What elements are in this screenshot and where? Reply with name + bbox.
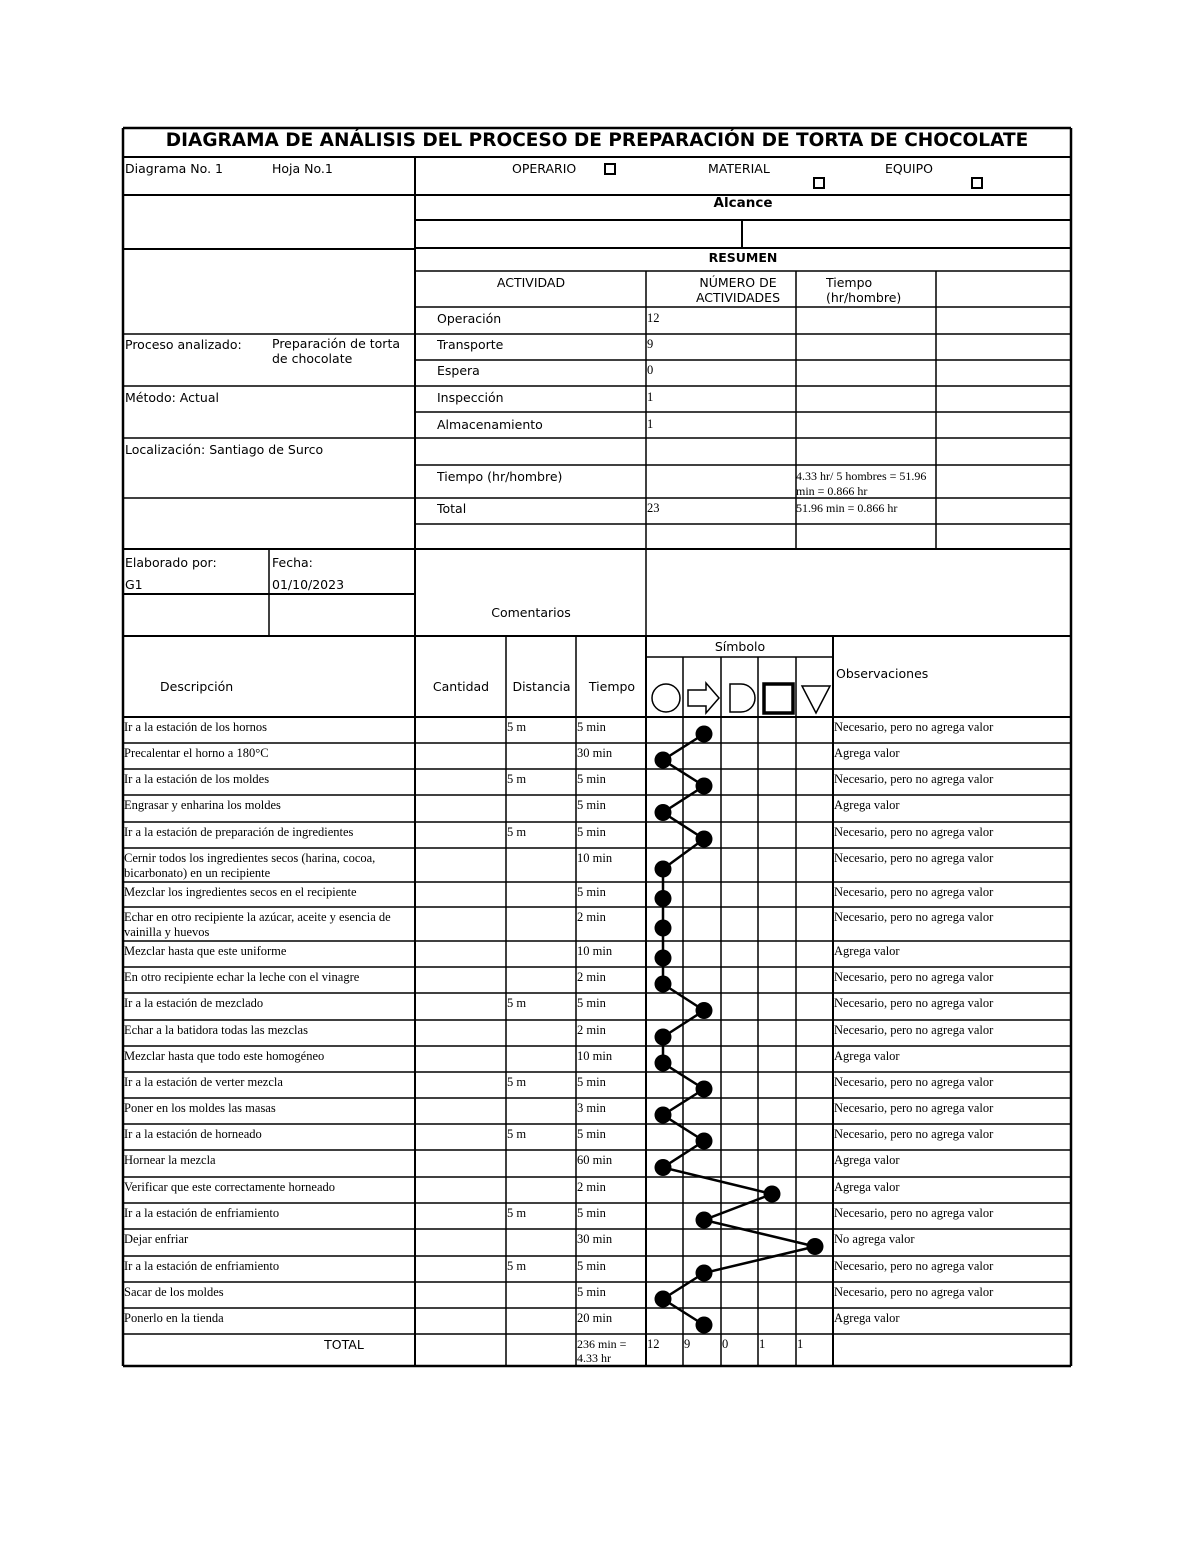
col-simbolo: Símbolo [714, 639, 766, 654]
resumen-row-label: Operación [437, 311, 502, 326]
resumen-row-label: Inspección [437, 390, 504, 405]
row-time: 5 min [577, 885, 606, 899]
row-observation: Necesario, pero no agrega valor [834, 825, 994, 839]
row-time: 30 min [577, 1232, 613, 1246]
row-observation: Necesario, pero no agrega valor [834, 1127, 994, 1141]
process-step-dot [655, 920, 672, 937]
col-cantidad: Cantidad [432, 679, 490, 694]
row-distance: 5 m [507, 825, 527, 839]
localizacion-label: Localización: Santiago de Surco [125, 442, 324, 457]
row-time: 5 min [577, 772, 606, 786]
row-observation: Agrega valor [834, 944, 900, 958]
row-description: Echar en otro recipiente la azúcar, aceite y esencia de vainilla y huevos [124, 910, 391, 939]
transport-arrow-icon [688, 683, 719, 713]
delay-d-icon [730, 684, 755, 712]
row-distance: 5 m [507, 1127, 527, 1141]
row-description: Echar a la batidora todas las mezclas [124, 1023, 308, 1037]
process-step-dot [696, 1265, 713, 1282]
row-description: Cernir todos los ingredientes secos (harina, cocoa, bicarbonato) en un recipiente [124, 851, 376, 880]
row-description: Verificar que este correctamente horneado [124, 1180, 335, 1194]
process-step-dot [655, 1029, 672, 1046]
resumen-row-label: Espera [437, 363, 480, 378]
row-description: Ponerlo en la tienda [124, 1311, 224, 1325]
row-description: Ir a la estación de preparación de ingredientes [124, 825, 354, 839]
row-time: 5 min [577, 1075, 606, 1089]
fecha-label: Fecha: [272, 555, 313, 570]
operario-label: OPERARIO [512, 161, 577, 176]
row-description: Ir a la estación de verter mezcla [124, 1075, 283, 1089]
process-step-dot [655, 861, 672, 878]
resumen-col-numero: NÚMERO DE ACTIVIDADES [695, 275, 781, 305]
row-observation: Agrega valor [834, 1180, 900, 1194]
row-distance: 5 m [507, 720, 527, 734]
total-count-inspection: 1 [759, 1337, 766, 1351]
row-description: Engrasar y enharina los moldes [124, 798, 281, 812]
row-description: Sacar de los moldes [124, 1285, 224, 1299]
resumen-title: RESUMEN [708, 250, 778, 265]
row-time: 5 min [577, 798, 606, 812]
process-step-dot [655, 890, 672, 907]
row-distance: 5 m [507, 1075, 527, 1089]
col-distancia: Distancia [512, 679, 571, 694]
row-time: 3 min [577, 1101, 606, 1115]
row-observation: Necesario, pero no agrega valor [834, 910, 994, 924]
row-time: 10 min [577, 851, 613, 865]
process-step-dot [655, 1107, 672, 1124]
alcance-label: Alcance [713, 196, 773, 211]
elaborado-value: G1 [125, 577, 143, 592]
resumen-row-count: 0 [647, 363, 654, 377]
comentarios-label: Comentarios [491, 605, 571, 620]
row-distance: 5 m [507, 996, 527, 1010]
row-description: Poner en los moldes las masas [124, 1101, 276, 1115]
row-observation: Necesario, pero no agrega valor [834, 1206, 994, 1220]
total-count-operation: 12 [647, 1337, 660, 1351]
resumen-row-label: Tiempo (hr/hombre) [437, 469, 563, 484]
process-step-dot [696, 1002, 713, 1019]
process-step-dot [696, 1317, 713, 1334]
row-time: 2 min [577, 910, 606, 924]
row-time: 30 min [577, 746, 613, 760]
row-description: Mezclar hasta que este uniforme [124, 944, 287, 958]
row-time: 5 min [577, 1259, 606, 1273]
sheet-number: Hoja No.1 [272, 161, 333, 176]
col-tiempo: Tiempo [588, 679, 636, 694]
process-step-dot [655, 950, 672, 967]
process-step-dot [655, 804, 672, 821]
row-observation: Necesario, pero no agrega valor [834, 885, 994, 899]
row-time: 10 min [577, 944, 613, 958]
row-observation: Necesario, pero no agrega valor [834, 1075, 994, 1089]
row-observation: Agrega valor [834, 798, 900, 812]
row-time: 5 min [577, 1206, 606, 1220]
resumen-row-count: 9 [647, 337, 654, 351]
resumen-row-time: 51.96 min = 0.866 hr [796, 501, 898, 515]
total-label: TOTAL [324, 1337, 364, 1352]
row-observation: Necesario, pero no agrega valor [834, 996, 994, 1010]
row-distance: 5 m [507, 1259, 527, 1273]
row-observation: Necesario, pero no agrega valor [834, 970, 994, 984]
equipo-label: EQUIPO [885, 161, 933, 176]
elaborado-label: Elaborado por: [125, 555, 217, 570]
resumen-col-actividad: ACTIVIDAD [496, 275, 566, 290]
row-observation: No agrega valor [834, 1232, 915, 1246]
resumen-row-count: 12 [647, 311, 660, 325]
row-time: 5 min [577, 996, 606, 1010]
process-step-dot [696, 778, 713, 795]
material-label: MATERIAL [708, 161, 770, 176]
row-description: Mezclar hasta que todo este homogéneo [124, 1049, 325, 1063]
row-description: En otro recipiente echar la leche con el vinagre [124, 970, 360, 984]
col-observaciones: Observaciones [836, 666, 929, 681]
process-step-dot [696, 726, 713, 743]
process-step-dot [655, 1159, 672, 1176]
row-observation: Necesario, pero no agrega valor [834, 1023, 994, 1037]
row-observation: Agrega valor [834, 1049, 900, 1063]
resumen-col-tiempo: Tiempo (hr/hombre) [826, 275, 902, 305]
row-time: 2 min [577, 1180, 606, 1194]
row-observation: Necesario, pero no agrega valor [834, 1101, 994, 1115]
row-time: 20 min [577, 1311, 613, 1325]
row-description: Precalentar el horno a 180°C [124, 746, 269, 760]
row-observation: Necesario, pero no agrega valor [834, 851, 994, 865]
page-title: DIAGRAMA DE ANÁLISIS DEL PROCESO DE PREPARACIÓN DE TORTA DE CHOCOLATE [165, 130, 1029, 151]
row-time: 5 min [577, 720, 606, 734]
resumen-row-label: Transporte [437, 337, 504, 352]
row-description: Ir a la estación de enfriamiento [124, 1206, 280, 1220]
row-distance: 5 m [507, 772, 527, 786]
row-description: Ir a la estación de horneado [124, 1127, 262, 1141]
row-description: Hornear la mezcla [124, 1153, 216, 1167]
row-observation: Agrega valor [834, 1153, 900, 1167]
col-descripcion: Descripción [160, 679, 234, 694]
resumen-row-time: 4.33 hr/ 5 hombres = 51.96 min = 0.866 hr [796, 469, 927, 498]
metodo-label: Método: Actual [125, 390, 219, 405]
row-distance: 5 m [507, 1206, 527, 1220]
total-count-transport: 9 [684, 1337, 691, 1351]
process-step-dot [764, 1186, 781, 1203]
row-observation: Necesario, pero no agrega valor [834, 720, 994, 734]
resumen-row-count: 23 [647, 501, 660, 515]
row-time: 2 min [577, 1023, 606, 1037]
row-description: Ir a la estación de enfriamiento [124, 1259, 280, 1273]
total-time: 236 min = 4.33 hr [577, 1337, 627, 1365]
resumen-row-count: 1 [647, 390, 654, 404]
process-step-dot [696, 831, 713, 848]
process-step-dot [696, 1081, 713, 1098]
row-description: Ir a la estación de los hornos [124, 720, 268, 734]
diagram-number: Diagrama No. 1 [125, 161, 223, 176]
inspection-square-icon [764, 684, 793, 713]
row-description: Dejar enfriar [124, 1232, 189, 1246]
process-step-dot [655, 1291, 672, 1308]
process-step-dot [655, 1055, 672, 1072]
row-description: Mezclar los ingredientes secos en el recipiente [124, 885, 357, 899]
row-observation: Necesario, pero no agrega valor [834, 1259, 994, 1273]
proceso-label: Proceso analizado: [125, 337, 242, 352]
process-step-dot [696, 1133, 713, 1150]
row-time: 5 min [577, 1127, 606, 1141]
resumen-row-label: Total [437, 501, 467, 516]
process-step-dot [807, 1238, 824, 1255]
row-description: Ir a la estación de los moldes [124, 772, 270, 786]
row-observation: Necesario, pero no agrega valor [834, 1285, 994, 1299]
fecha-value: 01/10/2023 [272, 577, 345, 592]
row-description: Ir a la estación de mezclado [124, 996, 264, 1010]
resumen-row-count: 1 [647, 417, 654, 431]
row-observation: Agrega valor [834, 746, 900, 760]
proceso-value: Preparación de torta de chocolate [272, 336, 401, 366]
total-count-storage: 1 [797, 1337, 804, 1351]
row-time: 2 min [577, 970, 606, 984]
storage-triangle-icon [802, 686, 830, 713]
row-time: 60 min [577, 1153, 613, 1167]
process-step-dot [696, 1212, 713, 1229]
operation-circle-icon [652, 684, 680, 712]
row-observation: Necesario, pero no agrega valor [834, 772, 994, 786]
process-step-dot [655, 976, 672, 993]
row-observation: Agrega valor [834, 1311, 900, 1325]
row-time: 10 min [577, 1049, 613, 1063]
row-time: 5 min [577, 1285, 606, 1299]
row-time: 5 min [577, 825, 606, 839]
process-step-dot [655, 752, 672, 769]
resumen-row-label: Almacenamiento [437, 417, 543, 432]
total-count-delay: 0 [722, 1337, 729, 1351]
